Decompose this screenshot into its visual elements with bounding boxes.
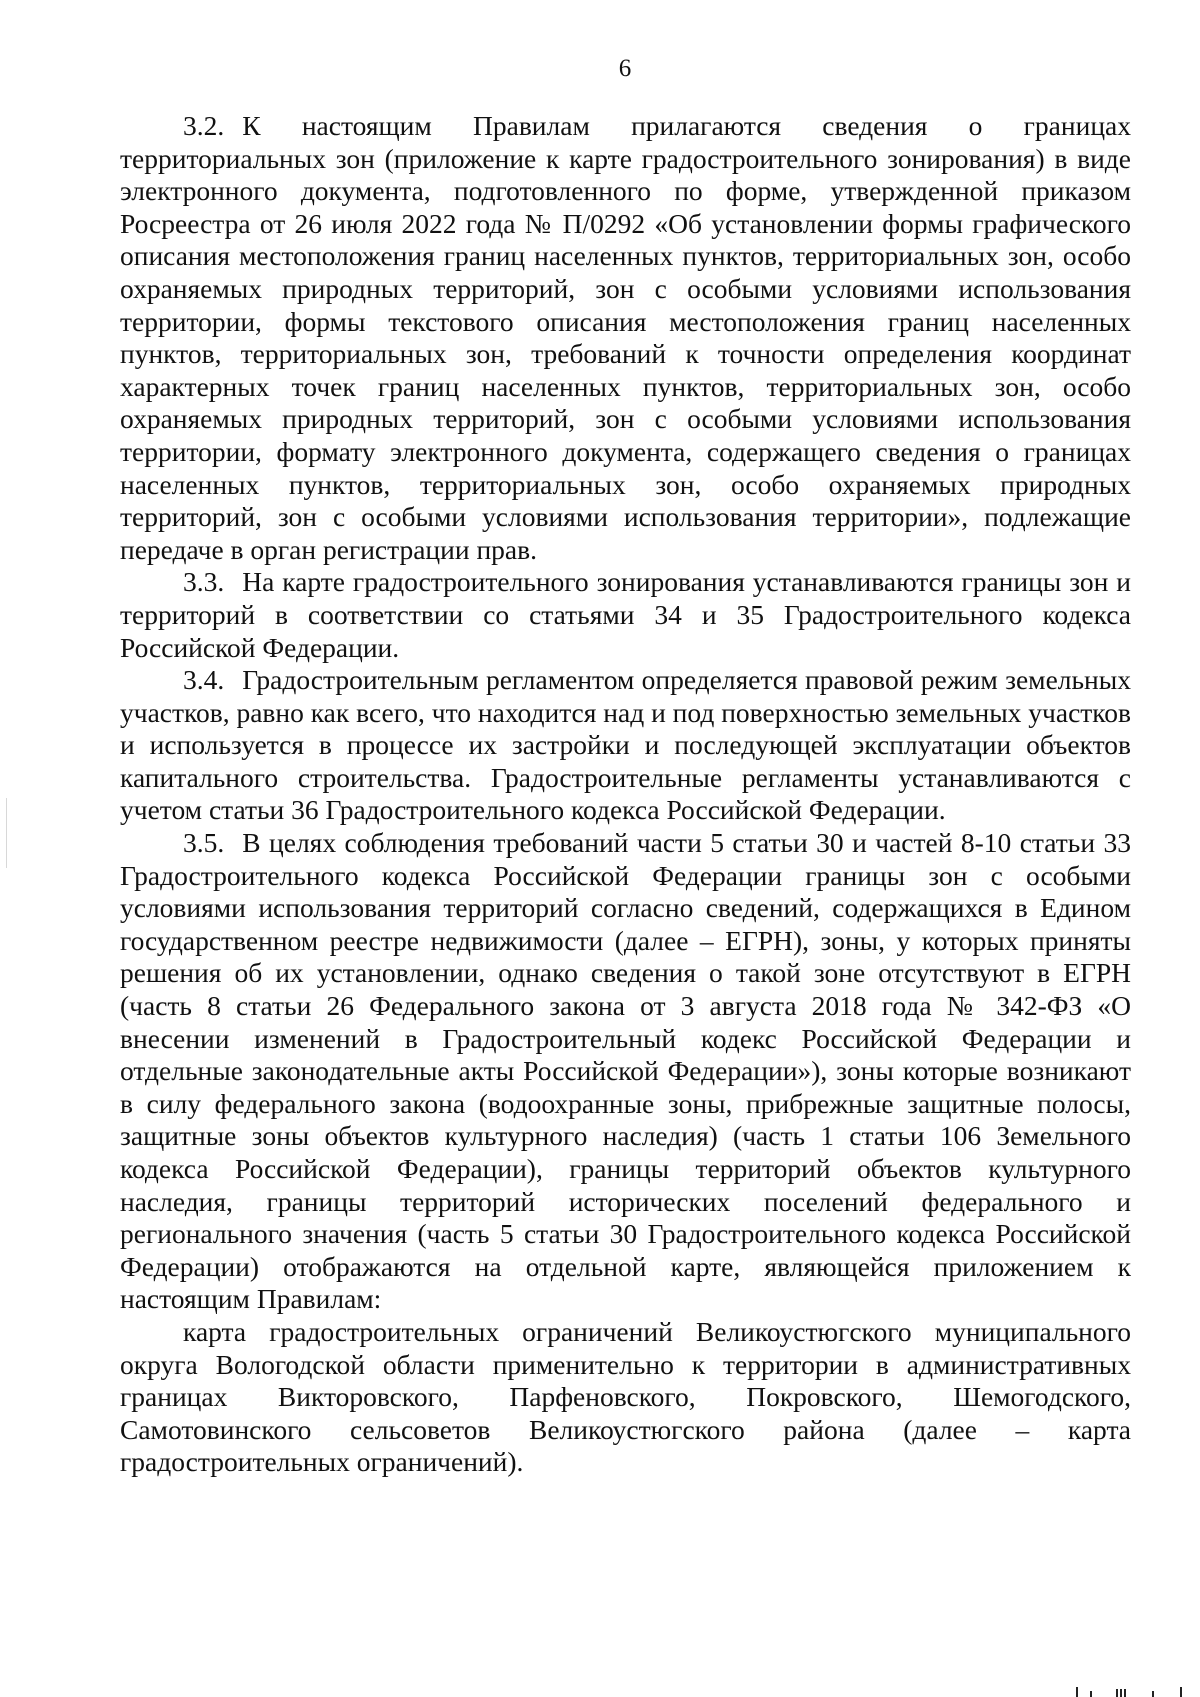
scan-tick <box>1090 1691 1092 1697</box>
paragraph-number: 3.4. <box>183 664 225 696</box>
scan-tick <box>1116 1689 1118 1697</box>
paragraph-text: карта градостроительных ограничений Великоустюгского муниципального округа Вологодской области применительно к территории в административных границах Викторовского, Парфеновского, Покровского, Шемогодского, Самотовинского сельсоветов Великоустюгского района (далее – карта градостроительных ограничений). <box>120 1315 1131 1478</box>
paragraph-3-4 <box>120 664 1131 827</box>
scan-tick <box>1180 1687 1182 1697</box>
paragraph-number: 3.5. <box>183 827 225 859</box>
scan-tick <box>1124 1689 1126 1697</box>
scan-tick <box>1076 1687 1078 1697</box>
paragraph-text: К настоящим Правилам прилагаются сведения о границах территориальных зон (приложение к карте градостроительного зонирования) в виде электронного документа, подготовленного по форме, утвержденной приказом Росреестра от 26 июля 2022 года № П/0292 «Об установлении формы графического описания местоположения границ населенных пунктов, территориальных зон, особо охраняемых природных территорий, зон с особыми условиями использования территории, формы текстового описания местоположения границ населенных пунктов, территориальных зон, требований к точности определения координат характерных точек границ населенных пунктов, территориальных зон, особо охраняемых природных территорий, зон с особыми условиями использования территории, формату электронного документа, содержащего сведения о границах населенных пунктов, территориальных зон, особо охраняемых природных территорий, зон с особыми условиями использования территории», подлежащие передаче в орган регистрации прав. <box>120 110 1131 565</box>
paragraph-3-3 <box>120 566 1131 664</box>
paragraph-text: В целях соблюдения требований части 5 статьи 30 и частей 8-10 статьи 33 Градостроительного кодекса Российской Федерации границы зон с особыми условиями использования территорий согласно сведений, содержащихся в Едином государственном реестре недвижимости (далее – ЕГРН), зоны, у которых приняты решения об их установлении, однако сведения о такой зоне отсутствуют в ЕГРН (часть 8 статьи 26 Федерального закона от 3 августа 2018 года № 342-ФЗ «О внесении изменений в Градостроительный кодекс Российской Федерации и отдельные законодательные акты Российской Федерации»), зоны которые возникают в силу федерального закона (водоохранные зоны, прибрежные защитные полосы, защитные зоны объектов культурного наследия) (часть 1 статьи 106 Земельного кодекса Российской Федерации), границы территорий объектов культурного наследия, границы территорий исторических поселений федерального и регионального значения (часть 5 статьи 30 Градостроительного кодекса Российской Федерации) отображаются на отдельной карте, являющейся приложением к настоящим Правилам: <box>120 827 1131 1315</box>
paragraph-3-2 <box>120 110 1131 566</box>
page-number: 6 <box>618 55 632 82</box>
paragraph-3-5 <box>120 827 1131 1316</box>
paragraph-text: На карте градостроительного зонирования устанавливаются границы зон и территорий в соответствии со статьями 34 и 35 Градостроительного кодекса Российской Федерации. <box>120 566 1131 663</box>
document-body <box>120 110 1131 1479</box>
scan-margin-mark <box>6 798 7 868</box>
paragraph-text: Градостроительным регламентом определяется правовой режим земельных участков, равно как всего, что находится над и под поверхностью земельных участков и используется в процессе их застройки и последующей эксплуатации объектов капитального строительства. Градостроительные регламенты устанавливаются с учетом статьи 36 Градостроительного кодекса Российской Федерации. <box>120 664 1132 826</box>
paragraph-restrictions-map <box>120 1316 1131 1479</box>
scan-tick <box>1120 1689 1122 1697</box>
scan-corner-marks <box>1076 1685 1186 1697</box>
paragraph-number: 3.2. <box>183 110 225 141</box>
paragraph-number: 3.3. <box>183 566 225 598</box>
scan-tick <box>1152 1691 1154 1697</box>
